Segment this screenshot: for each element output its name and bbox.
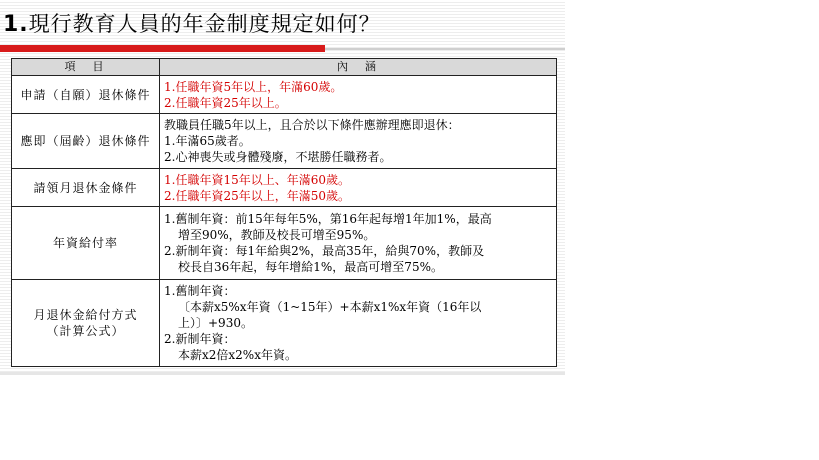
content-line: 1.任職年資5年以上，年滿60歲。: [164, 79, 343, 94]
table-row: [12, 169, 557, 207]
row-content: [160, 280, 557, 367]
content-line: 1.任職年資15年以上、年滿60歲。: [164, 172, 350, 187]
content-line: 1.舊制年資：: [164, 284, 236, 298]
content-line: 2.心神喪失或身體殘廢，不堪勝任職務者。: [164, 150, 392, 164]
header-item: 項 目: [12, 59, 160, 76]
content-line: 上）〕+930。: [178, 316, 253, 330]
content-line: 1.年滿65歲者。: [164, 134, 251, 148]
content-line: 2.任職年資25年以上。: [164, 95, 287, 110]
row-content: [160, 76, 557, 114]
header-content: 內 涵: [160, 59, 557, 76]
content-line: 2.新制年資：: [164, 332, 236, 346]
table-row: [12, 280, 557, 367]
content-line: 2.新制年資：每1年給與2%，最高35年，給與70%，教師及: [164, 244, 485, 258]
row-item-label: [12, 280, 160, 367]
row-content: [160, 169, 557, 207]
item-label-line: 月退休金給付方式: [33, 308, 138, 322]
slide-title: [3, 8, 558, 38]
slide-bottom-edge: [0, 372, 565, 375]
content-line: 教職員任職5年以上，且合於以下條件應辦理應即退休：: [164, 118, 460, 132]
row-content: [160, 207, 557, 280]
content-line: 1.舊制年資：前15年每年5%，第16年起每增1年加1%，最高: [164, 212, 492, 226]
row-item-label: 請領月退休金條件: [12, 169, 160, 207]
content-line: 〔本薪x5%x年資（1~15年）+本薪x1%x年資（16年以: [178, 300, 482, 314]
row-item-label: 申請（自願）退休條件: [12, 76, 160, 114]
content-line: 校長自36年起，每年增給1%，最高可增至75%。: [178, 260, 443, 274]
row-content: [160, 114, 557, 169]
content-line: 2.任職年資25年以上，年滿50歲。: [164, 188, 350, 203]
table-header-row: [12, 59, 557, 76]
title-text: 現行教育人員的年金制度規定如何？: [28, 12, 381, 36]
content-line: 增至90%，教師及校長可增至95%。: [178, 228, 376, 242]
table-row: [12, 114, 557, 169]
row-item-label: 年資給付率: [12, 207, 160, 280]
content-line: 本薪x2倍x2%x年資。: [178, 348, 297, 362]
title-underline-gray: [325, 48, 565, 50]
title-underline-red: [0, 45, 325, 52]
table-row: [12, 76, 557, 114]
row-item-label: 應即（屆齡）退休條件: [12, 114, 160, 169]
pension-table: [11, 58, 557, 367]
table-row: [12, 207, 557, 280]
title-number: 1.: [3, 12, 29, 37]
item-label-line: （計算公式）: [46, 324, 125, 338]
